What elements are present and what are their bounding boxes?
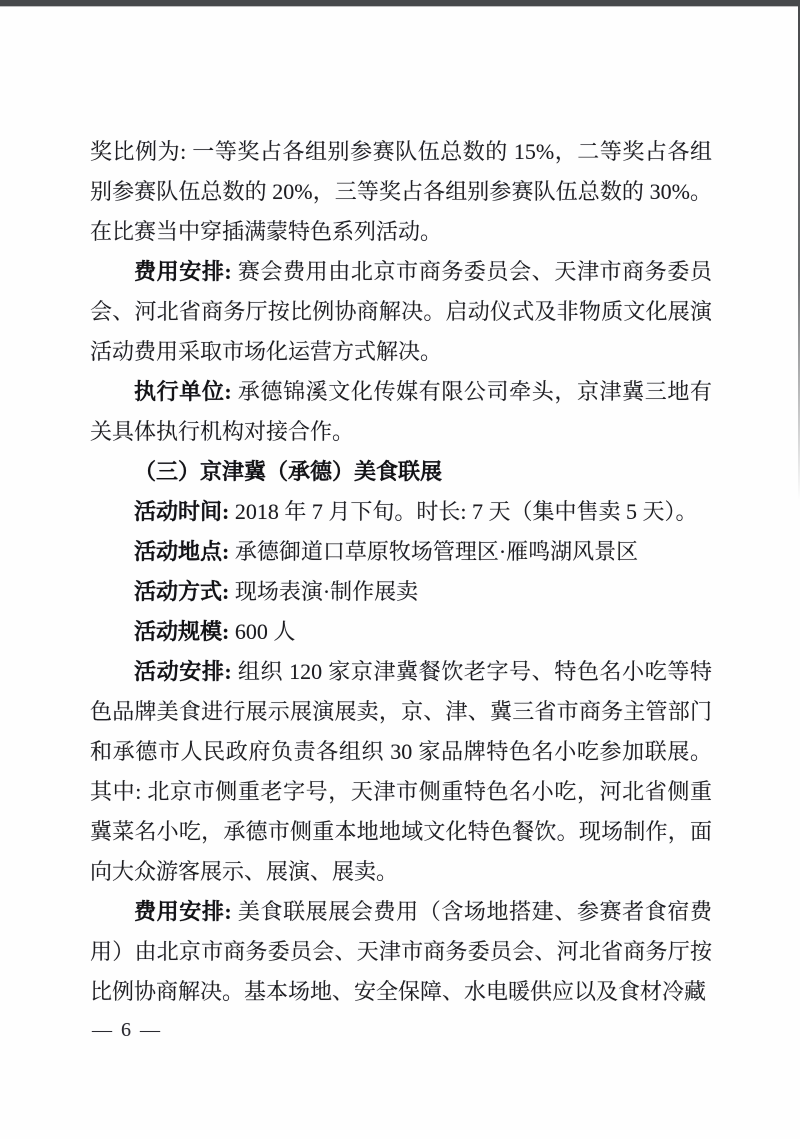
- paragraph-text: 2018 年 7 月下旬。时长: 7 天（集中售卖 5 天）。: [234, 499, 698, 524]
- paragraph-event-format: [90, 572, 712, 612]
- paragraph-text: 组织 120 家京津冀餐饮老字号、特色名小吃等特色品牌美食进行展示展演展卖，京、津、冀三省市商务主管部门和承德市人民政府负责各组织 30 家品牌特色名小吃参加联展。其中: 北京市侧重老字号，天津市侧重特色名小吃，河北省侧重冀菜名小吃，承德市侧重本地地域文化特色餐饮。现场制作，面向大众游客展示、展演、展卖。: [90, 659, 712, 884]
- paragraph-cost-arrangement-1: [90, 252, 712, 372]
- document-body: [90, 132, 712, 1012]
- paragraph-label: 执行单位:: [134, 379, 238, 404]
- paragraph-label: 活动安排:: [134, 659, 238, 684]
- paragraph-label: 活动时间:: [134, 499, 235, 524]
- page-number: — 6 —: [92, 1019, 162, 1041]
- paragraph-event-scale: [90, 612, 712, 652]
- paragraph-label: 活动方式:: [134, 579, 235, 604]
- paragraph-label: 费用安排:: [134, 259, 238, 284]
- paragraph-label: 费用安排:: [134, 899, 238, 924]
- paragraph-text: 承德锦溪文化传媒有限公司牵头，京津冀三地有关具体执行机构对接合作。: [90, 379, 712, 444]
- paragraph-label: 活动规模:: [134, 619, 235, 644]
- paragraph-text: 承德御道口草原牧场管理区·雁鸣湖风景区: [234, 539, 639, 564]
- paragraph-label: 活动地点:: [134, 539, 235, 564]
- paragraph-cost-arrangement-2: [90, 892, 712, 1012]
- paragraph-text: 赛会费用由北京市商务委员会、天津市商务委员会、河北省商务厅按比例协商解决。启动仪式及非物质文化展演活动费用采取市场化运营方式解决。: [90, 259, 712, 364]
- paragraph-event-arrangement: [90, 652, 712, 892]
- paragraph-text: 奖比例为: 一等奖占各组别参赛队伍总数的 15%，二等奖占各组别参赛队伍总数的 20%，三等奖占各组别参赛队伍总数的 30%。在比赛当中穿插满蒙特色系列活动。: [90, 139, 712, 244]
- paragraph-text: 现场表演·制作展卖: [234, 579, 419, 604]
- paragraph-text: 美食联展展会费用（含场地搭建、参赛者食宿费用）由北京市商务委员会、天津市商务委员会、河北省商务厅按比例协商解决。基本场地、安全保障、水电暖供应以及食材冷藏: [90, 899, 712, 1004]
- section-heading-food-expo: [90, 452, 712, 492]
- paragraph-event-location: [90, 532, 712, 572]
- paragraph-executing-unit: [90, 372, 712, 452]
- paragraph-text: 600 人: [234, 619, 296, 644]
- heading-text: （三）京津冀（承德）美食联展: [134, 459, 443, 484]
- scan-top-edge: [0, 0, 800, 6]
- paragraph-award-ratio: [90, 132, 712, 252]
- paragraph-event-time: [90, 492, 712, 532]
